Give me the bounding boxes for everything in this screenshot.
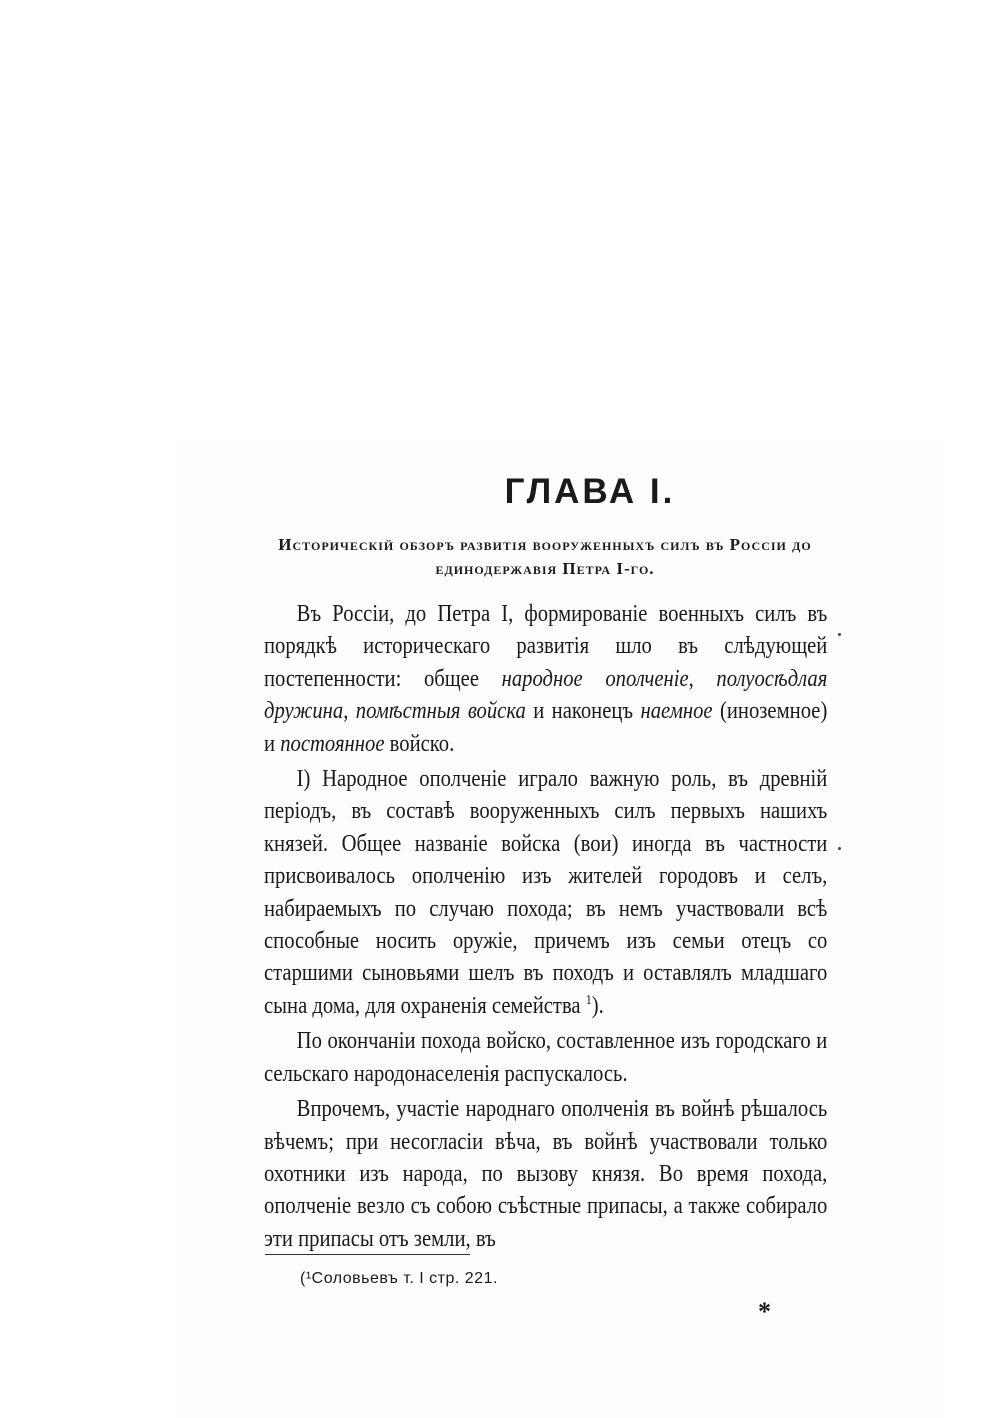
- text-span: По окончаніи похода войско, составленное изъ городскаго и сельскаго народонаселенія распускалось.: [264, 1028, 828, 1087]
- body-text: [264, 598, 827, 1258]
- italic-term: полуосѣдлая дружина: [264, 665, 828, 725]
- text-span: ,: [343, 698, 356, 725]
- italic-term: народное ополченіе: [501, 665, 689, 692]
- text-span: I) Народное ополченіе играло важную роль, въ древній періодъ, въ составѣ вооруженныхъ силъ первыхъ нашихъ князей. Общее названіе войска (вои) иногда въ частности присвоивалось ополченію изъ жителей городовъ и селъ, набираемыхъ по случаю похода; въ немъ участвовали всѣ способные носить оружіе, причемъ изъ семьи отецъ со старшими сыновьями шелъ въ походъ и оставлялъ младшаго сына дома, для охраненія семейства: [264, 766, 828, 1019]
- text-span: ,: [688, 665, 717, 692]
- footnote-divider: [265, 1254, 470, 1255]
- italic-term: помѣстныя войска: [355, 698, 526, 725]
- text-span: войско.: [384, 730, 455, 757]
- paragraph-3: [264, 1025, 827, 1090]
- margin-dot: [838, 847, 841, 850]
- italic-term: наемное: [640, 698, 713, 725]
- footnote-reference: 1: [585, 992, 592, 1008]
- chapter-title: ГЛАВА I.: [504, 472, 676, 511]
- italic-term: постоянное: [280, 730, 385, 757]
- paragraph-4: [264, 1093, 827, 1255]
- text-span: ).: [591, 992, 604, 1019]
- text-span: Впрочемъ, участіе народнаго ополченія въ войнѣ рѣшалось вѣчемъ; при несогласіи вѣча, въ войнѣ участвовали только охотники изъ народа, по вызову князя. Во время похода, ополченіе везло съ собою съѣстные припасы, а также собирало эти припасы отъ земли, въ: [264, 1096, 828, 1252]
- text-span: (иноземное) и: [264, 698, 828, 757]
- margin-dot: [838, 633, 841, 636]
- text-span: и наконецъ: [525, 698, 641, 725]
- footnote: (¹Соловьевъ т. I стр. 221.: [300, 1270, 498, 1287]
- text-span: Въ Россіи, до Петра I, формированіе военныхъ силъ въ порядкѣ историческаго развитія шло въ слѣдующей постепенности: общее: [264, 601, 828, 692]
- paragraph-2: [264, 763, 827, 1022]
- chapter-subtitle: Историческій обзоръ развитія вооруженныхъ силъ въ Россіи до единодержавія Петра I-го.: [278, 535, 812, 578]
- paragraph-1: [264, 598, 827, 760]
- signature-mark: *: [758, 1297, 771, 1326]
